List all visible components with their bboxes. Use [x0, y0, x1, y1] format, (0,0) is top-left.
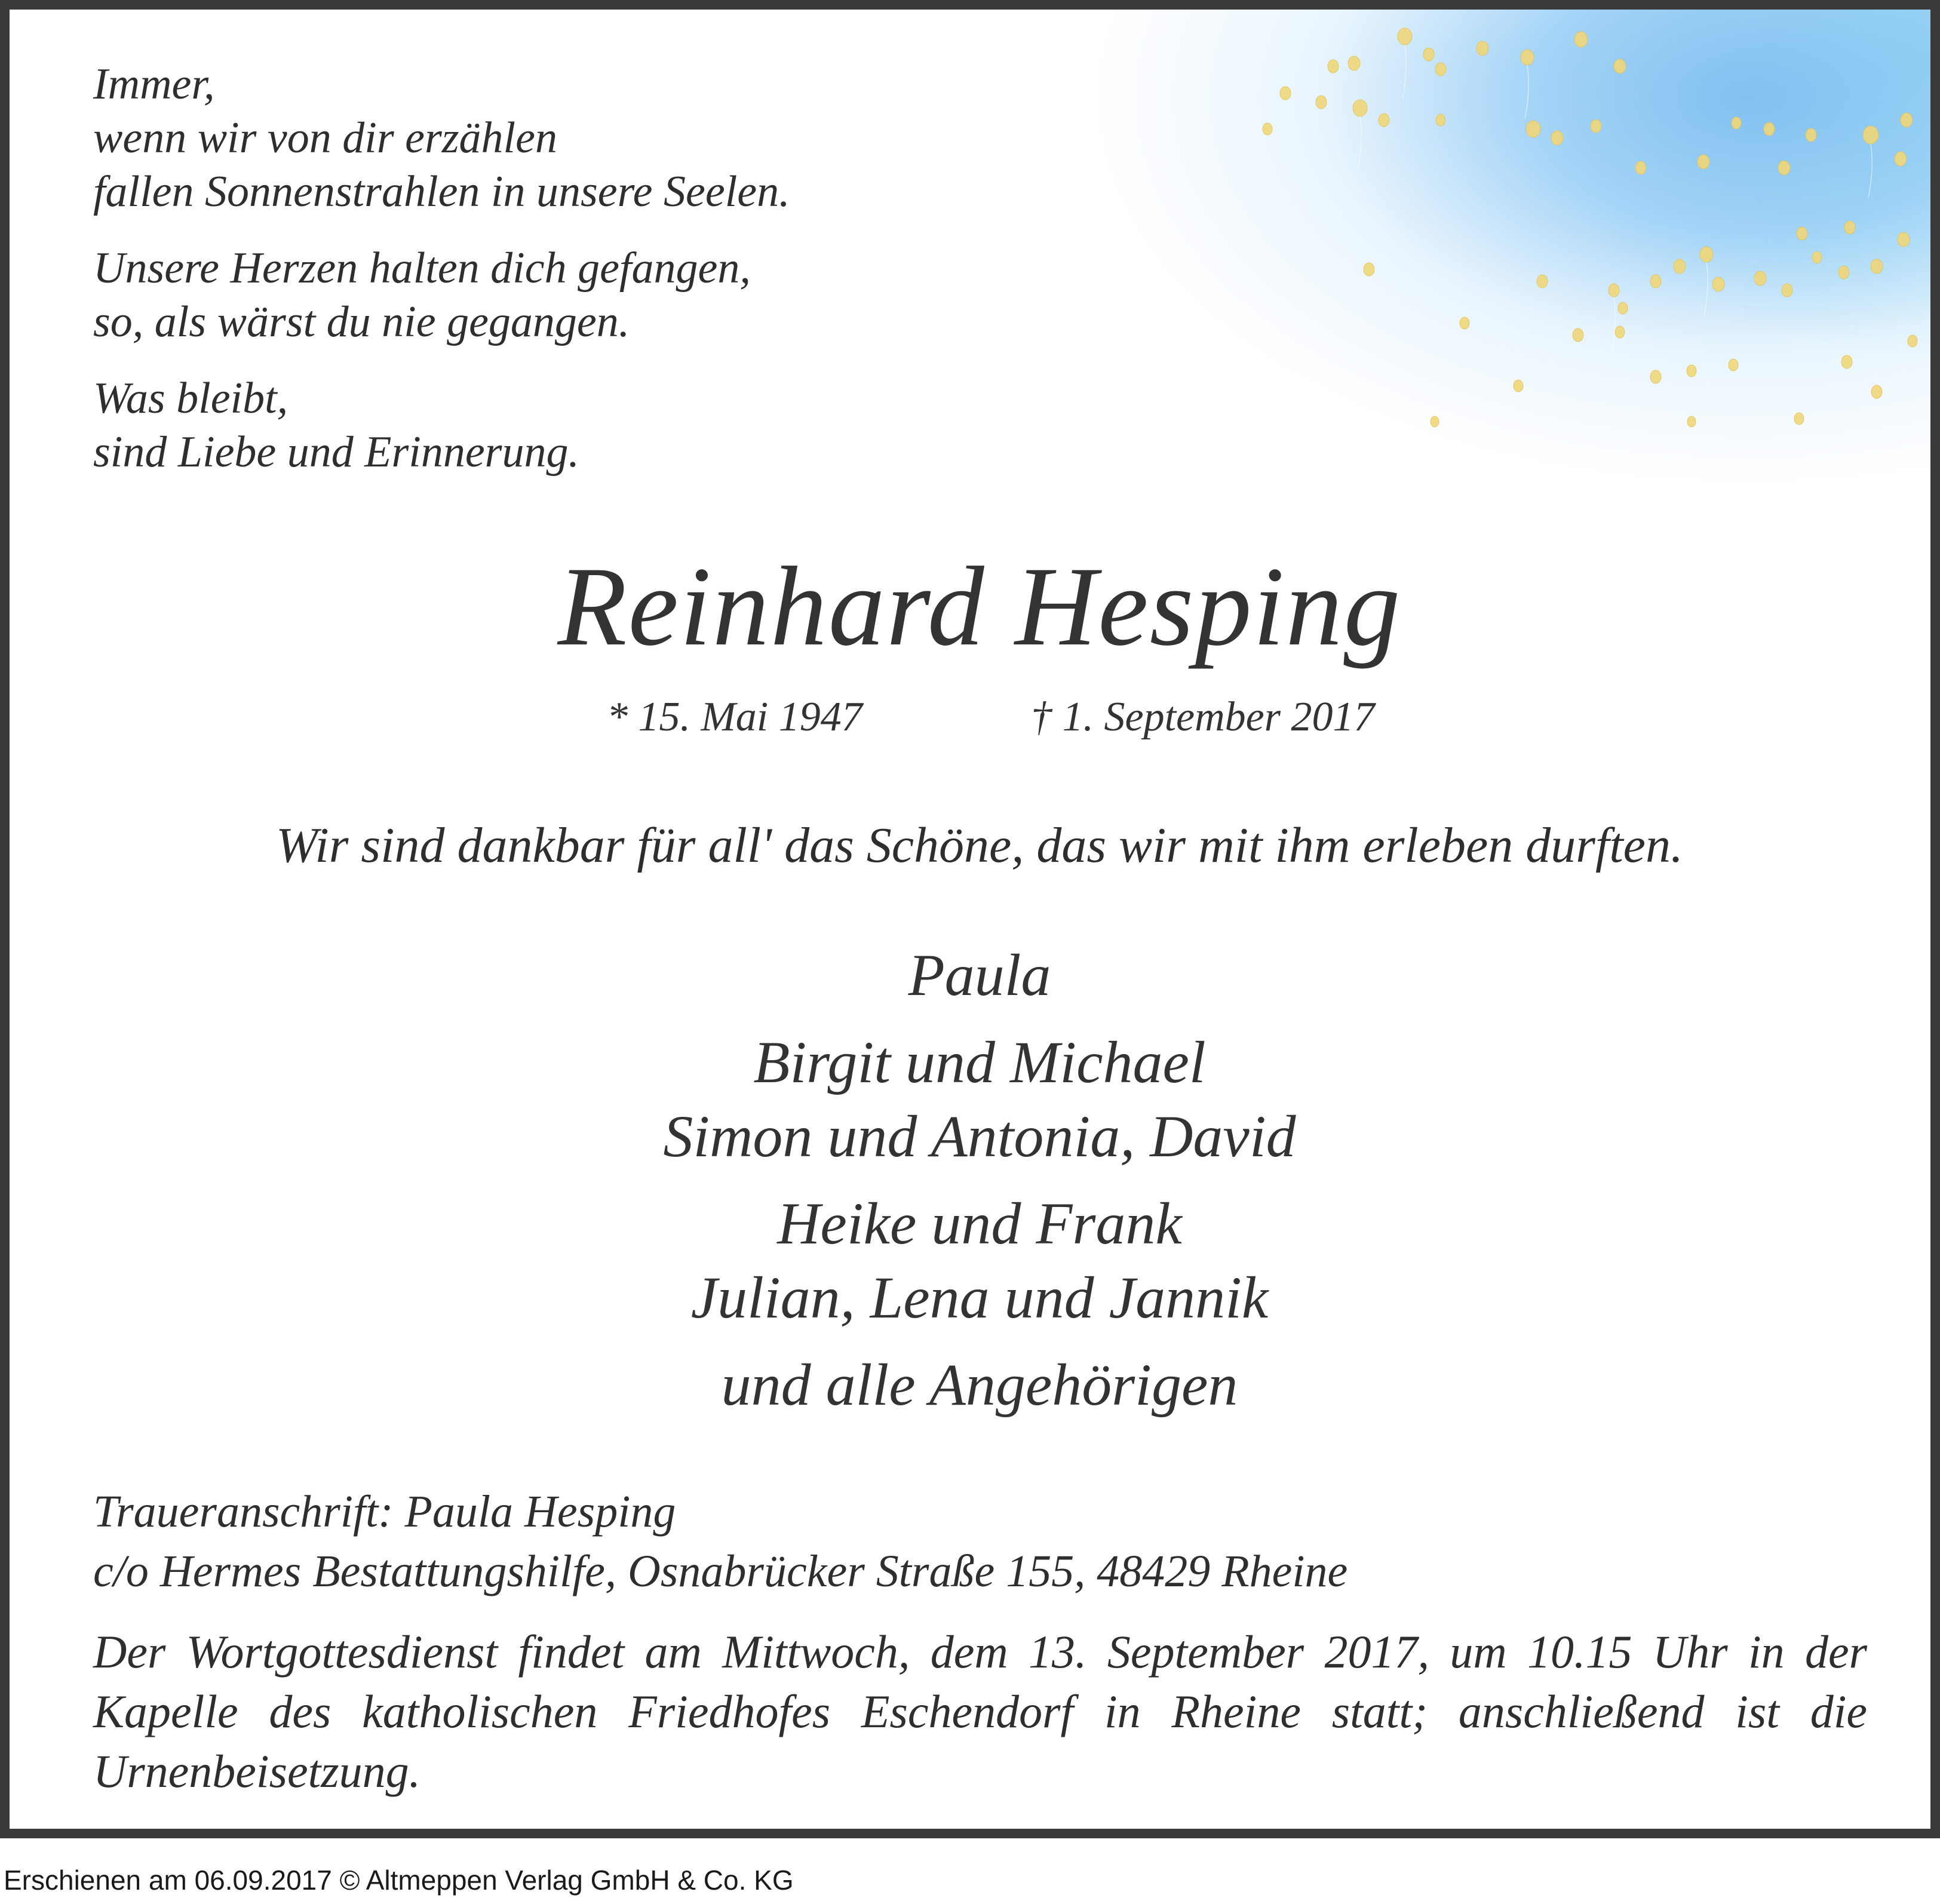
mourner-group [10, 1348, 1940, 1422]
service-notice: Der Wortgottesdienst findet am Mittwoch, dem 13. September 2017, um 10.15 Uhr in der Kapelle des katholischen Friedhofes Eschendorf in Rheine statt; anschließend ist die Urnenbeisetzung. [93, 1626, 1867, 1797]
balloons-illustration [915, 10, 1930, 499]
poem-line: fallen Sonnenstrahlen in unsere Seelen. [93, 167, 790, 216]
mourner-line: Birgit und Michael [753, 1029, 1206, 1095]
mourner-line: Heike und Frank [777, 1190, 1182, 1257]
mourner-line: Simon und Antonia, David [663, 1103, 1296, 1169]
poem-line: Immer, [93, 60, 215, 109]
balloon-sky-image [915, 10, 1930, 499]
gratitude-statement: Wir sind dankbar für all' das Schöne, das wir mit ihm erleben durften. [276, 818, 1683, 873]
poem-stanza [93, 371, 790, 479]
publication-footer: Erschienen am 06.09.2017 © Altmeppen Verlag GmbH & Co. KG [4, 1865, 794, 1896]
poem-line: Was bleibt, [93, 374, 288, 423]
poem-stanza [93, 57, 790, 219]
deceased-name: Reinhard Hesping [557, 544, 1402, 670]
address-line: c/o Hermes Bestattungshilfe, Osnabrücker Straße 155, 48429 Rheine [93, 1546, 1348, 1596]
mourners-list [10, 938, 1940, 1435]
poem-line: sind Liebe und Erinnerung. [93, 428, 579, 477]
poem-line: Unsere Herzen halten dich gefangen, [93, 244, 751, 293]
poem [93, 57, 790, 502]
poem-line: so, als wärst du nie gegangen. [93, 297, 630, 346]
mourner-line: Julian, Lena und Jannik [690, 1264, 1269, 1331]
birth-date: * 15. Mai 1947 [607, 694, 862, 740]
mourning-address [93, 1482, 1347, 1601]
mourner-line: Paula [908, 942, 1051, 1008]
mourner-group [10, 1187, 1940, 1335]
mourner-group [10, 938, 1940, 1012]
mourner-group [10, 1025, 1940, 1174]
address-line: Traueranschrift: Paula Hesping [93, 1487, 676, 1537]
death-date: † 1. September 2017 [1031, 694, 1375, 740]
poem-stanza [93, 241, 790, 349]
mourner-line: und alle Angehörigen [721, 1352, 1238, 1418]
poem-line: wenn wir von dir erzählen [93, 113, 557, 162]
